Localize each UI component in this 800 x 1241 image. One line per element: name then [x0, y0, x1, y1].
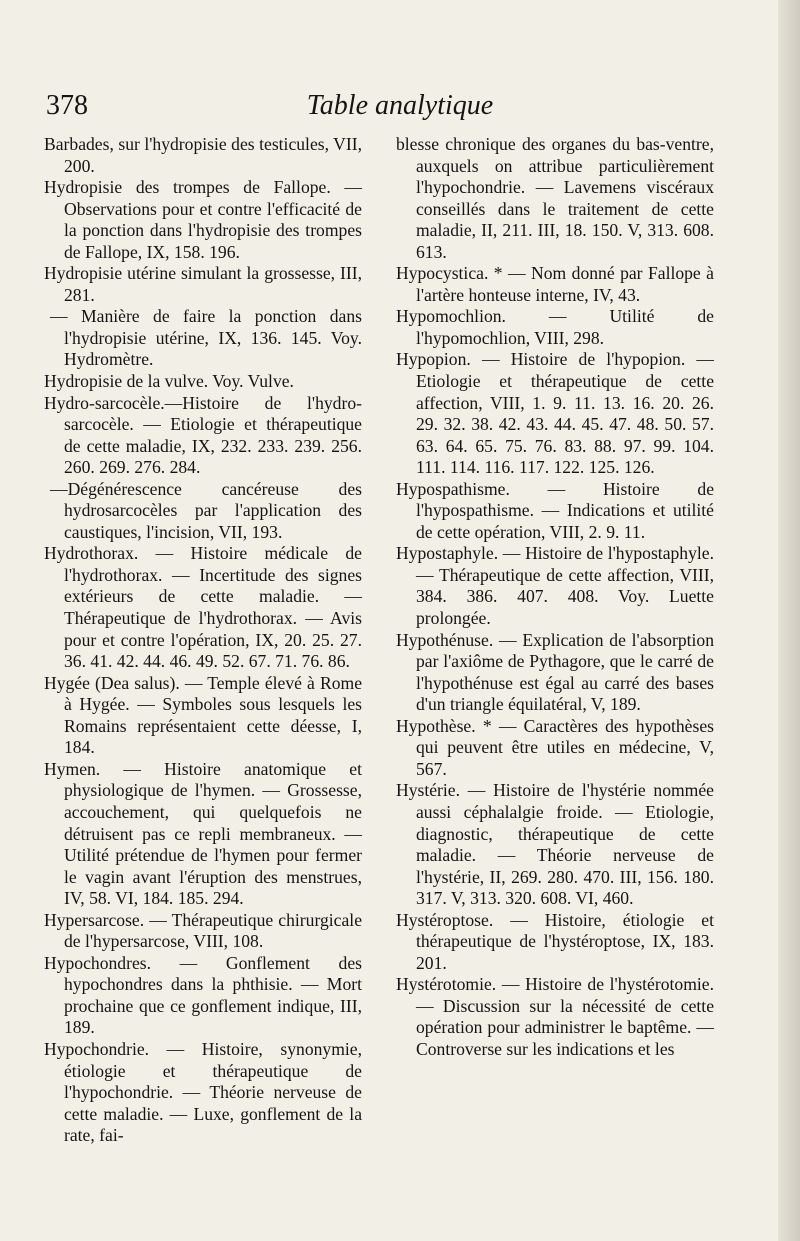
index-entry: Hypersarcose. — Thérapeutique chirurgicale de l'hypersarcose, VIII, 108.: [44, 909, 362, 952]
index-entry: Hydropisie des trompes de Fallope. — Observations pour et contre l'efficacité de la ponction dans l'hydropisie des trompes de Fallope, IX, 158. 196.: [44, 177, 362, 262]
page-header: [40, 82, 760, 126]
index-entry: Hypochondres. — Gonflement des hypochondres dans la phthisie. — Mort prochaine que ce gonflement indique, III, 189.: [44, 952, 362, 1038]
index-entry: Hydro-sarcocèle.—Histoire de l'hydro-sarcocèle. — Etiologie et thérapeutique de cette maladie, IX, 232. 233. 239. 256. 260. 269. 276. 284.: [44, 392, 362, 478]
index-entry: Hypochondrie. — Histoire, synonymie, étiologie et thérapeutique de l'hypochondrie. — Théorie nerveuse de cette maladie. — Luxe, gonflement de la rate, fai-: [44, 1038, 362, 1146]
index-entry: Barbades, sur l'hydropisie des testicules, VII, 200.: [44, 134, 362, 176]
page-edge-shadow: [778, 0, 800, 1241]
index-subentry: — Manière de faire la ponction dans l'hydropisie utérine, IX, 136. 145. Voy. Hydromètre.: [50, 306, 362, 370]
index-entry: Hypothèse. * — Caractères des hypothèses qui peuvent être utiles en médecine, V, 567.: [396, 715, 714, 779]
index-entry: Hypomochlion. — Utilité de l'hypomochlion, VIII, 298.: [396, 306, 714, 348]
index-subentry: —Dégénérescence cancéreuse des hydrosarcocèles par l'application des caustiques, l'incision, VII, 193.: [50, 478, 362, 542]
index-entry: Hydrothorax. — Histoire médicale de l'hydrothorax. — Incertitude des signes extérieurs de cette maladie. — Thérapeutique de l'hydrothorax. — Avis pour et contre l'opération, IX, 20. 25. 27. 36. 41. 42. 44. 46. 49. 52. 67. 71. 76. 86.: [44, 543, 362, 672]
index-entry: Hystérie. — Histoire de l'hystérie nommée aussi céphalalgie froide. — Etiologie, diagnostic, thérapeutique de cette maladie. — Théorie nerveuse de l'hystérie, II, 269. 280. 470. III, 156. 180. 317. V, 313. 320. 608. VI, 460.: [396, 780, 714, 909]
index-entry: Hypothénuse. — Explication de l'absorption par l'axiôme de Pythagore, que le carré de l'hypothénuse est égal au carré des bases d'un triangle équilatéral, V, 189.: [396, 629, 714, 715]
index-entry: Hygée (Dea salus). — Temple élevé à Rome à Hygée. — Symboles sous lesquels les Romains représentaient cette déesse, I, 184.: [44, 672, 362, 758]
index-entry: blesse chronique des organes du bas-ventre, auxquels on attribue particulièrement l'hypochondrie. — Lavemens viscéraux conseillés dans le traitement de cette maladie, II, 211. III, 18. 150. V, 313. 608. 613.: [396, 134, 714, 262]
index-entry: Hystérotomie. — Histoire de l'hystérotomie. — Discussion sur la nécessité de cette opération pour administrer le baptême. — Controverse sur les indications et les: [396, 974, 714, 1059]
index-entry: Hypospathisme. — Histoire de l'hypospathisme. — Indications et utilité de cette opération, VIII, 2. 9. 11.: [396, 478, 714, 542]
index-entry: Hydropisie utérine simulant la grossesse, III, 281.: [44, 263, 362, 305]
index-entry: Hypostaphyle. — Histoire de l'hypostaphyle. — Thérapeutique de cette affection, VIII, 384. 386. 407. 408. Voy. Luette prolongée.: [396, 543, 714, 629]
index-entry: Hymen. — Histoire anatomique et physiologique de l'hymen. — Grossesse, accouchement, qui quelquefois ne détruisent pas ce repli membraneux. — Utilité prétendue de l'hymen pour fermer le vagin avant l'éruption des menstrues, IV, 58. VI, 184. 185. 294.: [44, 758, 362, 909]
index-entry: Hypocystica. * — Nom donné par Fallope à l'artère honteuse interne, IV, 43.: [396, 263, 714, 305]
index-entry: Hydropisie de la vulve. Voy. Vulve.: [44, 371, 294, 392]
index-column-right: [396, 134, 714, 1061]
index-column-left: [44, 134, 362, 1147]
index-entry: Hypopion. — Histoire de l'hypopion. — Etiologie et thérapeutique de cette affection, VIII, 1. 9. 11. 13. 16. 20. 26. 29. 32. 38. 42. 43. 44. 45. 47. 48. 50. 57. 63. 64. 65. 75. 76. 83. 88. 97. 99. 104. 111. 114. 116. 117. 122. 125. 126.: [396, 349, 714, 478]
running-title: Table analytique: [306, 90, 494, 121]
index-entry: Hystéroptose. — Histoire, étiologie et thérapeutique de l'hystéroptose, IX, 183. 201.: [396, 909, 714, 973]
page-number: 378: [46, 90, 88, 121]
